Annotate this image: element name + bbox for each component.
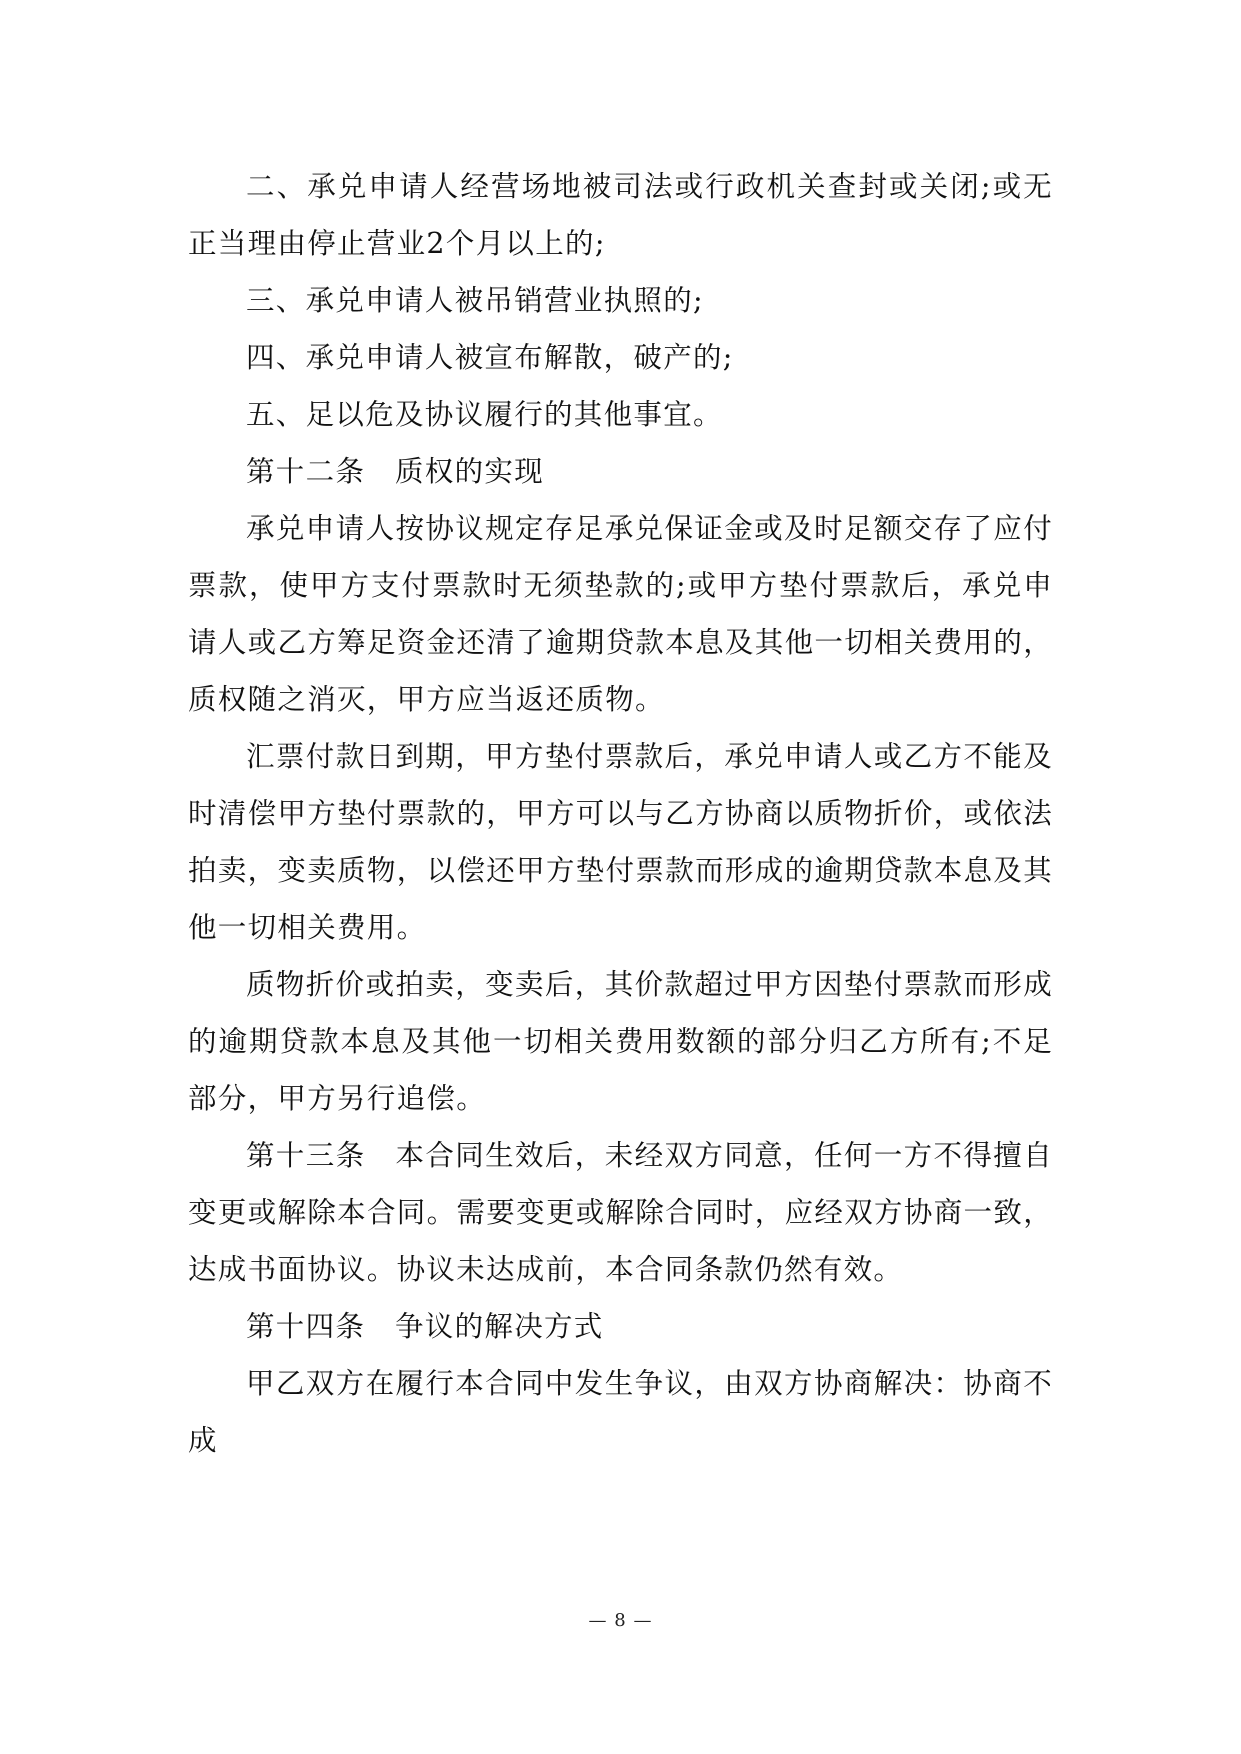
article-13-paragraph: 第十三条 本合同生效后，未经双方同意，任何一方不得擅自变更或解除本合同。需要变更或解除合同时，应经双方协商一致，达成书面协议。协议未达成前，本合同条款仍然有效。 [188, 1139, 1053, 1286]
article-12-heading: 第十二条 质权的实现 [246, 455, 545, 488]
paragraph-clause-5: 五、足以危及协议履行的其他事宜。 [246, 398, 723, 431]
paragraph-clause-3: 三、承兑申请人被吊销营业执照的; [246, 284, 704, 317]
article-12-paragraph-2: 汇票付款日到期，甲方垫付票款后，承兑申请人或乙方不能及时清偿甲方垫付票款的，甲方可以与乙方协商以质物折价，或依法拍卖，变卖质物，以偿还甲方垫付票款而形成的逾期贷款本息及其他一切相关费用。 [188, 740, 1053, 944]
paragraph-clause-4: 四、承兑申请人被宣布解散，破产的; [246, 341, 734, 374]
document-body [188, 158, 1053, 1469]
article-14-heading: 第十四条 争议的解决方式 [246, 1310, 604, 1343]
paragraph-clause-2: 二、承兑申请人经营场地被司法或行政机关查封或关闭;或无正当理由停止营业2个月以上的; [188, 170, 1053, 260]
article-12-paragraph-3: 质物折价或拍卖，变卖后，其价款超过甲方因垫付票款而形成的逾期贷款本息及其他一切相关费用数额的部分归乙方所有;不足部分，甲方另行追偿。 [188, 968, 1053, 1115]
page-number: — 8 — [588, 1610, 653, 1631]
article-14-paragraph: 甲乙双方在履行本合同中发生争议，由双方协商解决：协商不成 [188, 1367, 1053, 1457]
article-12-paragraph-1: 承兑申请人按协议规定存足承兑保证金或及时足额交存了应付票款，使甲方支付票款时无须垫款的;或甲方垫付票款后，承兑申请人或乙方筹足资金还清了逾期贷款本息及其他一切相关费用的，质权随之消灭，甲方应当返还质物。 [188, 512, 1053, 716]
